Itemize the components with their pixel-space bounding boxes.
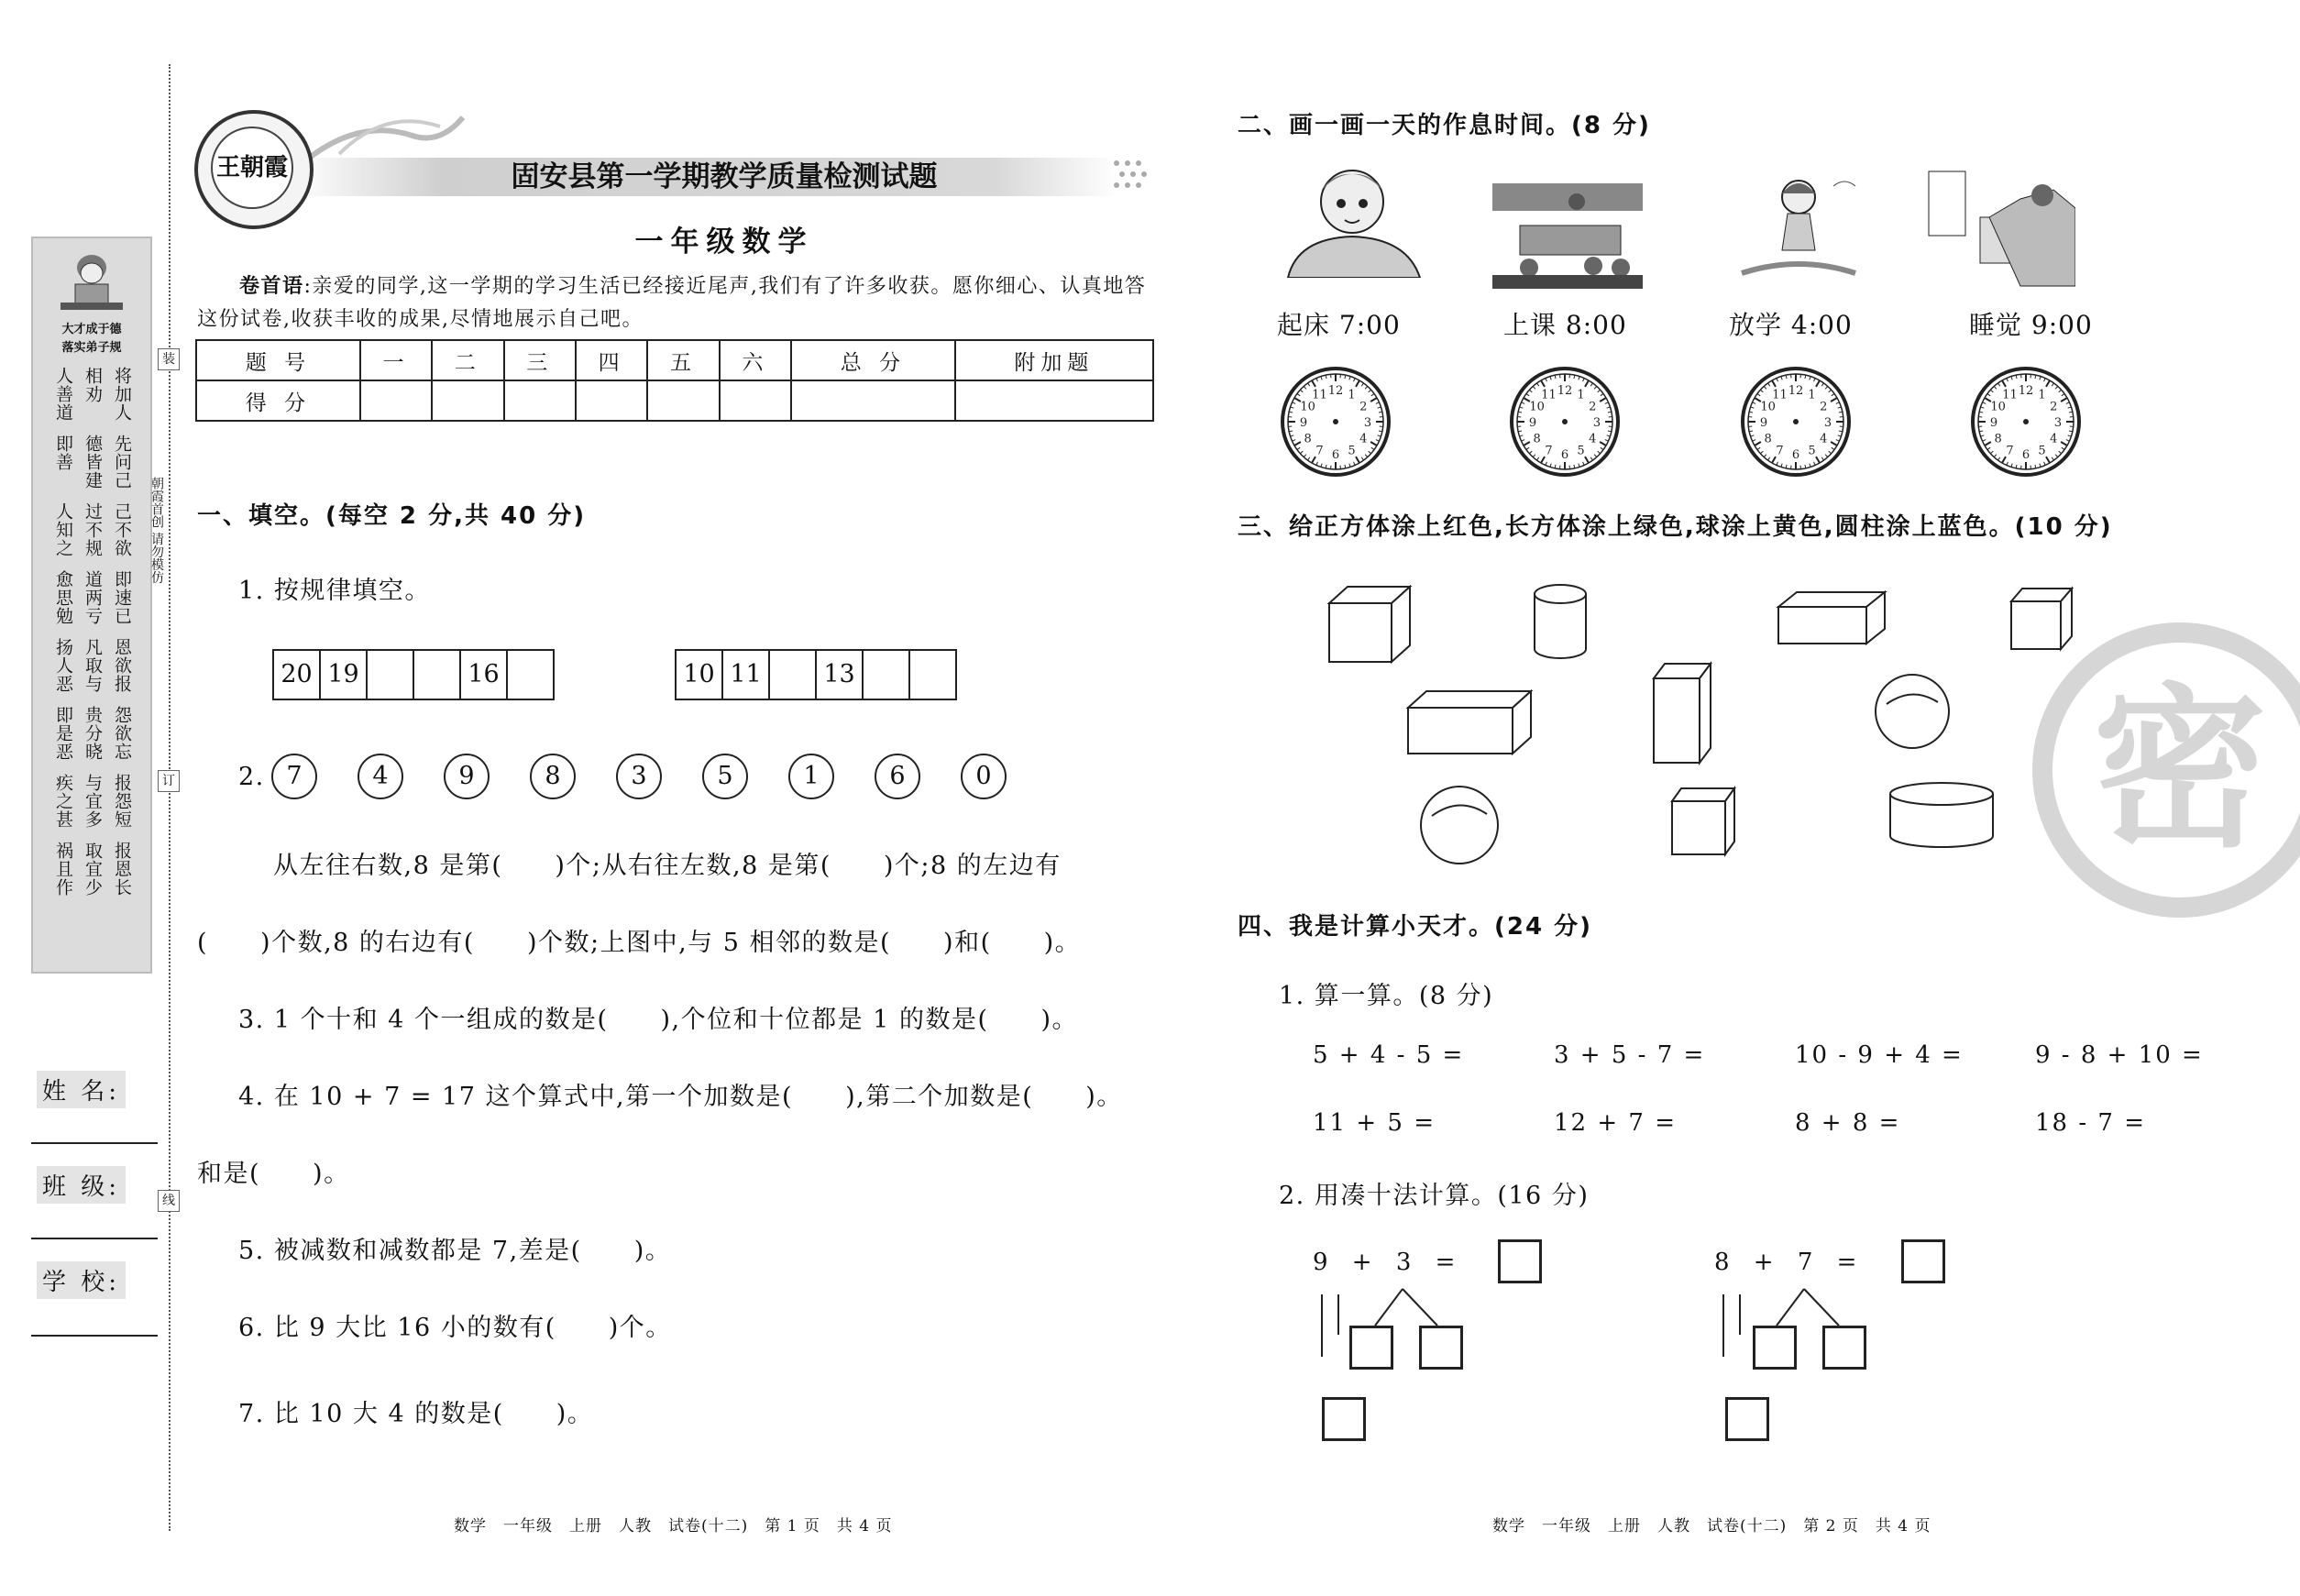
seq-a-blank[interactable] (508, 651, 553, 699)
cuboid-shape[interactable] (1778, 592, 1885, 644)
table-cell: 总 分 (791, 340, 955, 380)
number-circle: 9 (444, 754, 490, 799)
seal-char-3: 线 (158, 1190, 180, 1212)
time-label-wake: 起床 7:00 (1277, 310, 1401, 340)
motto-column: 疾之甚 (53, 774, 73, 829)
number-circle: 5 (702, 754, 748, 799)
motto-column: 即善 (53, 435, 73, 471)
answer-box[interactable] (1322, 1397, 1366, 1441)
clock-numeral: 3 (2053, 416, 2063, 430)
seq-b-blank[interactable] (864, 651, 910, 699)
clock-face[interactable] (1739, 365, 1853, 482)
table-cell: 四 (576, 340, 647, 380)
motto-column: 先问己 (112, 435, 132, 490)
clock-numeral: 6 (1791, 448, 1800, 462)
table-cell: 二 (432, 340, 503, 380)
clock-center (2023, 419, 2029, 424)
sphere-shape[interactable] (1421, 787, 1498, 864)
motto-column: 取宜少 (83, 842, 103, 897)
calc-item: 9 - 8 + 10 = (2035, 1041, 2204, 1069)
clock-numeral: 4 (1820, 432, 1828, 446)
clock-numeral: 12 (1788, 384, 1804, 398)
fold-line (169, 64, 171, 1531)
clock-numeral: 1 (1577, 388, 1585, 402)
calc-item: 11 + 5 = (1313, 1109, 1436, 1137)
motto-group (53, 570, 136, 625)
clock-center (1562, 419, 1568, 424)
seal-char-2: 订 (158, 770, 180, 792)
motto-column: 人善道 (53, 367, 73, 422)
table-cell: 五 (647, 340, 719, 380)
clock-numeral: 8 (1994, 432, 2002, 446)
time-label-home: 放学 4:00 (1729, 310, 1853, 340)
class-label: 班 级: (37, 1166, 126, 1204)
clock-numeral: 11 (1772, 388, 1788, 402)
motto-column: 凡取与 (83, 638, 103, 693)
score-table (195, 339, 1154, 422)
answer-box[interactable] (1725, 1397, 1769, 1441)
clock-numeral: 4 (2050, 432, 2058, 446)
clock-numeral: 12 (2018, 384, 2034, 398)
clock-numeral: 10 (1990, 400, 2006, 414)
clock-numeral: 2 (2050, 400, 2058, 414)
calc-item: 8 + 8 = (1795, 1109, 1901, 1137)
name-label: 姓 名: (37, 1071, 126, 1108)
motto-column: 贵分晓 (83, 706, 103, 761)
sequence-a (272, 649, 555, 700)
school-label: 学 校: (37, 1261, 126, 1299)
clock-numeral: 5 (2038, 444, 2046, 458)
intro-paragraph (197, 270, 1155, 336)
section4-sub2: 2. 用凑十法计算。(16 分) (1279, 1182, 1590, 1210)
seq-a-cell: 19 (321, 651, 368, 699)
clock-numeral: 9 (1528, 416, 1537, 430)
calc-item: 12 + 7 = (1554, 1109, 1677, 1137)
motto-group (53, 367, 136, 422)
score-table-score-row (196, 380, 1153, 421)
section1-heading: 一、填空。(每空 2 分,共 40 分) (197, 502, 587, 530)
score-cell[interactable] (360, 380, 432, 421)
table-cell: 题 号 (196, 340, 360, 380)
clock-numeral: 10 (1529, 400, 1545, 414)
clock-numeral: 5 (1348, 444, 1356, 458)
answer-box[interactable] (1901, 1239, 1945, 1283)
motto-column: 愈思勉 (53, 570, 73, 625)
class-picture (1492, 174, 1643, 298)
q3-text: 3. 1 个十和 4 个一组成的数是( ),个位和十位都是 1 的数是( )。 (238, 1006, 1079, 1034)
section4-sub1: 1. 算一算。(8 分) (1279, 982, 1494, 1010)
seq-b-cell: 10 (677, 651, 723, 699)
calc-item: 18 - 7 = (2035, 1109, 2146, 1137)
section2-heading: 二、画一画一天的作息时间。(8 分) (1238, 112, 1651, 139)
clock-numeral: 12 (1327, 384, 1344, 398)
clock-numeral: 3 (1592, 416, 1601, 430)
number-circle: 0 (961, 754, 1007, 799)
clock-numeral: 9 (1759, 416, 1768, 430)
page-subtitle: 一年级数学 (634, 226, 814, 259)
motto-column: 道两亏 (83, 570, 103, 625)
clock-numeral: 1 (2038, 388, 2046, 402)
q4-continued: 和是( )。 (197, 1160, 350, 1188)
answer-box[interactable] (1419, 1326, 1463, 1370)
scholar-illustration (48, 246, 136, 319)
clock-numeral: 1 (1808, 388, 1816, 402)
name-field[interactable] (31, 1142, 158, 1144)
motto-column: 怨欲忘 (112, 706, 132, 761)
cuboid-shape[interactable] (1408, 691, 1531, 754)
motto-column: 与宜多 (83, 774, 103, 829)
clock-numeral: 4 (1359, 432, 1368, 446)
seq-b-blank[interactable] (770, 651, 817, 699)
score-cell[interactable] (432, 380, 503, 421)
watermark-char: 密 (2092, 668, 2268, 871)
clock-numeral: 3 (1363, 416, 1372, 430)
score-cell[interactable] (791, 380, 955, 421)
clock-numeral: 6 (1331, 448, 1340, 462)
table-cell: 附加题 (955, 340, 1153, 380)
clock-numeral: 9 (1989, 416, 1998, 430)
q1-text: 1. 按规律填空。 (238, 577, 431, 605)
clock-numeral: 6 (2021, 448, 2030, 462)
seal-char-1: 装 (158, 348, 180, 370)
motto-group (53, 435, 136, 490)
clock-numeral: 7 (1545, 444, 1553, 458)
make-ten-expression-b: 8 + 7 = (1714, 1249, 1859, 1276)
seq-a-cell: 20 (274, 651, 321, 699)
motto-group (53, 774, 136, 829)
clock-face[interactable] (1508, 365, 1622, 482)
number-circle: 3 (616, 754, 662, 799)
intro-label: 卷首语 (239, 274, 304, 298)
cube-shape[interactable] (1329, 587, 1410, 662)
clock-numeral: 7 (1776, 444, 1784, 458)
clock-numeral: 7 (1315, 444, 1324, 458)
motto-column: 报怨短 (112, 774, 132, 829)
table-cell: 一 (360, 340, 432, 380)
q5-text: 5. 被减数和减数都是 7,差是( )。 (238, 1237, 672, 1265)
seq-a-cell: 16 (461, 651, 508, 699)
motto-group (53, 706, 136, 761)
clock-face[interactable] (1969, 365, 2083, 482)
number-circle: 7 (271, 754, 317, 799)
score-table-header-row (196, 340, 1153, 380)
motto-column: 人知之 (53, 502, 73, 557)
clock-center (1793, 419, 1799, 424)
score-cell[interactable] (504, 380, 576, 421)
motto-group (53, 502, 136, 557)
clock-numeral: 6 (1560, 448, 1569, 462)
clock-numeral: 8 (1533, 432, 1541, 446)
intro-text: :亲爱的同学,这一学期的学习生活已经接近尾声,我们有了许多收获。愿你细心、认真地答这份试卷,收获丰收的成果,尽情地展示自己吧。 (197, 275, 1147, 331)
motto-group (53, 638, 136, 693)
cylinder-shape[interactable] (1890, 783, 1993, 847)
cylinder-shape[interactable] (1535, 585, 1586, 658)
q2-line2: ( )个数,8 的右边有( )个数;上图中,与 5 相邻的数是( )和( )。 (197, 929, 1082, 957)
motto-column: 将加人 (112, 367, 132, 422)
score-cell[interactable] (720, 380, 791, 421)
sphere-shape[interactable] (1876, 675, 1949, 748)
page-title: 固安县第一学期教学质量检测试题 (511, 160, 938, 193)
score-cell[interactable] (955, 380, 1153, 421)
motto-column: 恩欲报 (112, 638, 132, 693)
motto-column: 过不规 (83, 502, 103, 557)
class-field[interactable] (31, 1238, 158, 1239)
clock-numeral: 7 (2006, 444, 2014, 458)
footer-left: 数学 一年级 上册 人教 试卷(十二) 第 1 页 共 4 页 (454, 1517, 893, 1535)
make-ten-expression-a: 9 + 3 = (1313, 1249, 1458, 1276)
clock-numeral: 5 (1808, 444, 1816, 458)
number-circles (271, 754, 1007, 799)
number-circle: 1 (788, 754, 834, 799)
answer-box[interactable] (1753, 1326, 1797, 1370)
clock-numeral: 11 (2002, 388, 2018, 402)
clock-numeral: 10 (1760, 400, 1776, 414)
motto-group (53, 842, 136, 897)
section3-heading: 三、给正方体涂上红色,长方体涂上绿色,球涂上黄色,圆柱涂上蓝色。(10 分) (1238, 513, 2113, 541)
school-out-picture (1723, 163, 1874, 287)
calc-item: 5 + 4 - 5 = (1313, 1041, 1465, 1069)
seq-b-cell: 13 (817, 651, 864, 699)
table-cell: 得 分 (196, 380, 360, 421)
clock-numeral: 12 (1557, 384, 1573, 398)
logo-text: 王朝霞 (211, 127, 293, 209)
time-label-sleep: 睡觉 9:00 (1969, 310, 2093, 340)
clock-face[interactable] (1279, 365, 1392, 482)
answer-box[interactable] (1822, 1326, 1866, 1370)
clock-numeral: 4 (1589, 432, 1597, 446)
motto-column: 祸且作 (53, 842, 73, 897)
school-field[interactable] (31, 1335, 158, 1337)
table-cell: 三 (504, 340, 576, 380)
q2-number: 2. (238, 763, 265, 791)
motto-column: 扬人恶 (53, 638, 73, 693)
motto-column: 报恩长 (112, 842, 132, 897)
seq-b-blank[interactable] (910, 651, 955, 699)
clock-numeral: 1 (1348, 388, 1356, 402)
motto-columns (53, 367, 136, 909)
calc-item: 10 - 9 + 4 = (1795, 1041, 1964, 1069)
cube-shape[interactable] (2011, 589, 2072, 649)
clock-numeral: 11 (1541, 388, 1557, 402)
motto-column: 相劝 (83, 367, 103, 403)
motto-column: 即速已 (112, 570, 132, 625)
clock-numeral: 2 (1589, 400, 1597, 414)
answer-box[interactable] (1349, 1326, 1393, 1370)
seq-a-blank[interactable] (414, 651, 461, 699)
time-label-class: 上课 8:00 (1503, 310, 1627, 340)
motto-column: 即是恶 (53, 706, 73, 761)
footer-right: 数学 一年级 上册 人教 试卷(十二) 第 2 页 共 4 页 (1492, 1517, 1931, 1535)
q2-line1: 从左往右数,8 是第( )个;从右往左数,8 是第( )个;8 的左边有 (273, 852, 1062, 880)
clock-numeral: 10 (1300, 400, 1315, 414)
table-cell: 六 (720, 340, 791, 380)
clock-numeral: 11 (1312, 388, 1327, 402)
score-cell[interactable] (647, 380, 719, 421)
motto-title: 大才成于德 落实弟子规 (61, 323, 122, 355)
sleep-picture (1925, 167, 2075, 291)
calc-item: 3 + 5 - 7 = (1554, 1041, 1706, 1069)
cuboid-shape[interactable] (1654, 664, 1711, 763)
q4-text: 4. 在 10 + 7 = 17 这个算式中,第一个加数是( ),第二个加数是( )。 (238, 1083, 1123, 1111)
q6-text: 6. 比 9 大比 16 小的数有( )个。 (238, 1314, 672, 1342)
shapes-area (1311, 576, 2118, 869)
clock-numeral: 2 (1820, 400, 1828, 414)
motto-column: 己不欲 (112, 502, 132, 557)
clock-numeral: 5 (1577, 444, 1585, 458)
sequence-b (675, 649, 957, 700)
number-circle: 6 (875, 754, 920, 799)
answer-box[interactable] (1498, 1239, 1542, 1283)
clock-numeral: 9 (1299, 416, 1308, 430)
clock-numeral: 8 (1764, 432, 1772, 446)
wake-up-picture (1279, 154, 1429, 278)
clock-numeral: 8 (1304, 432, 1312, 446)
clock-numeral: 3 (1823, 416, 1832, 430)
side-note: 朝霞首创 请勿模仿 (149, 477, 164, 584)
cube-shape[interactable] (1672, 788, 1734, 854)
score-cell[interactable] (576, 380, 647, 421)
clock-center (1333, 419, 1338, 424)
clock-numeral: 2 (1359, 400, 1368, 414)
seq-a-blank[interactable] (368, 651, 414, 699)
number-circle: 4 (358, 754, 403, 799)
section4-heading: 四、我是计算小天才。(24 分) (1238, 913, 1592, 941)
number-circle: 8 (530, 754, 576, 799)
seq-b-cell: 11 (723, 651, 770, 699)
motto-column: 德皆建 (83, 435, 103, 490)
q7-text: 7. 比 10 大 4 的数是( )。 (238, 1400, 594, 1428)
